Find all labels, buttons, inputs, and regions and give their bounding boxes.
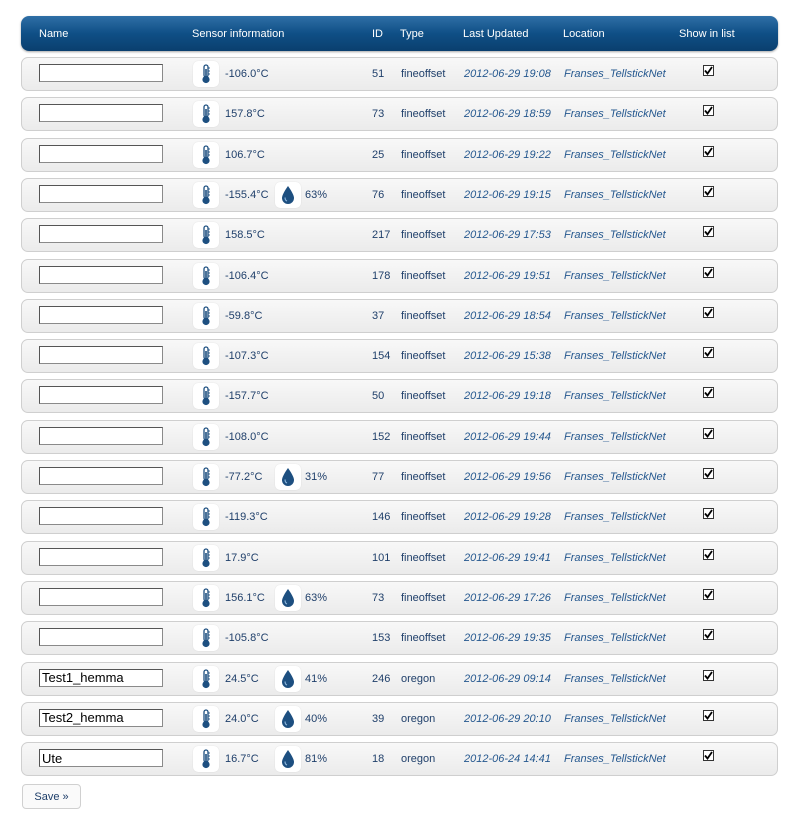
location-link[interactable]: Franses_TellstickNet	[564, 148, 666, 161]
sensor-id: 217	[372, 229, 391, 242]
location-link[interactable]: Franses_TellstickNet	[564, 471, 666, 483]
sensor-id: 73	[372, 591, 385, 604]
show-in-list-checkbox[interactable]	[703, 589, 714, 600]
thermometer-icon	[193, 182, 219, 208]
sensor-row	[21, 662, 778, 696]
temperature-value: 16.7°C	[225, 753, 259, 766]
sensor-type: fineoffset	[401, 551, 446, 564]
show-in-list-checkbox[interactable]	[703, 428, 714, 439]
sensor-type: fineoffset	[401, 632, 446, 645]
name-input[interactable]	[39, 346, 163, 364]
name-input[interactable]	[39, 427, 163, 445]
location-link[interactable]: Franses_TellstickNet	[564, 309, 666, 322]
temperature-value: -106.0°C	[225, 68, 269, 80]
sensor-id: 51	[372, 68, 385, 80]
header-location: Location	[563, 28, 605, 40]
last-updated: 2012-06-29 19:35	[464, 632, 551, 645]
sensor-row	[21, 541, 778, 575]
name-input[interactable]	[39, 225, 163, 243]
thermometer-icon	[193, 383, 219, 409]
last-updated: 2012-06-29 09:14	[464, 672, 551, 685]
show-in-list-checkbox[interactable]	[703, 226, 714, 237]
sensor-id: 50	[372, 390, 385, 403]
temperature-value: 17.9°C	[225, 551, 259, 564]
name-input[interactable]	[39, 386, 163, 404]
sensor-row	[21, 460, 778, 494]
water-drop-icon	[275, 585, 301, 611]
sensor-id: 76	[372, 188, 385, 201]
sensor-id: 77	[372, 471, 385, 483]
temperature-value: -106.4°C	[225, 269, 269, 282]
sensor-row	[21, 259, 778, 293]
last-updated: 2012-06-29 19:28	[464, 511, 551, 524]
header-sensor-information: Sensor information	[192, 28, 285, 40]
last-updated: 2012-06-29 17:26	[464, 591, 551, 604]
temperature-value: -107.3°C	[225, 350, 269, 363]
thermometer-icon	[193, 101, 219, 127]
sensor-row	[21, 339, 778, 373]
thermometer-icon	[193, 424, 219, 450]
last-updated: 2012-06-29 19:51	[464, 269, 551, 282]
humidity-value: 40%	[305, 712, 328, 725]
temperature-value: -119.3°C	[225, 511, 268, 524]
water-drop-icon	[275, 746, 301, 772]
last-updated: 2012-06-29 19:22	[464, 148, 551, 161]
sensor-id: 246	[372, 672, 391, 685]
show-in-list-checkbox[interactable]	[703, 750, 714, 761]
water-drop-icon	[275, 706, 301, 732]
humidity-value: 81%	[305, 753, 328, 766]
sensor-row	[21, 57, 778, 91]
temperature-value: 158.5°C	[225, 229, 265, 242]
name-input[interactable]	[39, 266, 163, 284]
sensor-type: fineoffset	[401, 188, 446, 201]
sensor-type: fineoffset	[401, 309, 446, 322]
last-updated: 2012-06-29 15:38	[464, 350, 551, 363]
name-input[interactable]	[39, 709, 163, 727]
table-header	[21, 16, 778, 51]
sensor-type: fineoffset	[401, 430, 446, 443]
show-in-list-checkbox[interactable]	[703, 307, 714, 318]
location-link[interactable]: Franses_TellstickNet	[564, 511, 666, 524]
temperature-value: 106.7°C	[225, 148, 265, 161]
sensor-row	[21, 218, 778, 252]
show-in-list-checkbox[interactable]	[703, 146, 714, 157]
location-link[interactable]: Franses_TellstickNet	[564, 430, 666, 443]
location-link[interactable]: Franses_TellstickNet	[564, 68, 666, 80]
show-in-list-checkbox[interactable]	[703, 468, 714, 479]
sensor-type: fineoffset	[401, 591, 446, 604]
last-updated: 2012-06-29 19:18	[464, 390, 551, 403]
last-updated: 2012-06-29 19:44	[464, 430, 551, 443]
sensor-id: 178	[372, 269, 391, 282]
sensor-type: oregon	[401, 712, 436, 725]
sensor-id: 39	[372, 712, 385, 725]
location-link[interactable]: Franses_TellstickNet	[564, 350, 666, 363]
sensor-row	[21, 420, 778, 454]
header-name: Name	[39, 28, 69, 40]
sensor-id: 73	[372, 108, 385, 121]
name-input[interactable]	[39, 669, 163, 687]
sensor-row	[21, 500, 778, 534]
show-in-list-checkbox[interactable]	[703, 549, 714, 560]
show-in-list-checkbox[interactable]	[703, 347, 714, 358]
last-updated: 2012-06-29 19:41	[464, 551, 551, 564]
temperature-value: -77.2°C	[225, 471, 263, 483]
thermometer-icon	[193, 545, 219, 571]
sensor-row	[21, 621, 778, 655]
temperature-value: -59.8°C	[225, 309, 263, 322]
temperature-value: -108.0°C	[225, 430, 269, 443]
last-updated: 2012-06-29 19:15	[464, 188, 551, 201]
humidity-value: 31%	[305, 471, 328, 483]
header-id: ID	[372, 28, 383, 40]
last-updated: 2012-06-29 19:08	[464, 68, 551, 80]
show-in-list-checkbox[interactable]	[703, 65, 714, 76]
sensor-row	[21, 702, 778, 736]
water-drop-icon	[275, 666, 301, 692]
thermometer-icon	[193, 464, 219, 490]
sensor-type: fineoffset	[401, 471, 446, 483]
sensor-type: oregon	[401, 672, 436, 685]
show-in-list-checkbox[interactable]	[703, 267, 714, 278]
location-link[interactable]: Franses_TellstickNet	[564, 712, 666, 725]
location-link[interactable]: Franses_TellstickNet	[564, 188, 666, 201]
sensor-type: fineoffset	[401, 148, 446, 161]
thermometer-icon	[193, 666, 219, 692]
header-last-updated: Last Updated	[463, 28, 529, 40]
show-in-list-checkbox[interactable]	[703, 105, 714, 116]
save-button[interactable]: Save »	[22, 784, 81, 809]
location-link[interactable]: Franses_TellstickNet	[564, 591, 666, 604]
humidity-value: 63%	[305, 188, 328, 201]
sensor-row	[21, 299, 778, 333]
name-input[interactable]	[39, 507, 163, 525]
sensor-row	[21, 379, 778, 413]
name-input[interactable]	[39, 145, 163, 163]
name-input[interactable]	[39, 104, 163, 122]
sensor-id: 153	[372, 632, 391, 645]
thermometer-icon	[193, 504, 219, 530]
thermometer-icon	[193, 343, 219, 369]
temperature-value: -105.8°C	[225, 632, 269, 645]
location-link[interactable]: Franses_TellstickNet	[564, 229, 666, 242]
sensor-id: 25	[372, 148, 385, 161]
show-in-list-checkbox[interactable]	[703, 629, 714, 640]
thermometer-icon	[193, 61, 219, 87]
thermometer-icon	[193, 222, 219, 248]
location-link[interactable]: Franses_TellstickNet	[564, 672, 666, 685]
thermometer-icon	[193, 263, 219, 289]
sensor-type: fineoffset	[401, 350, 446, 363]
location-link[interactable]: Franses_TellstickNet	[564, 753, 666, 766]
show-in-list-checkbox[interactable]	[703, 710, 714, 721]
sensor-id: 101	[372, 551, 391, 564]
thermometer-icon	[193, 746, 219, 772]
name-input[interactable]	[39, 749, 163, 767]
sensor-type: fineoffset	[401, 269, 446, 282]
header-type: Type	[400, 28, 424, 40]
thermometer-icon	[193, 142, 219, 168]
sensor-id: 152	[372, 430, 391, 443]
water-drop-icon	[275, 464, 301, 490]
humidity-value: 63%	[305, 591, 328, 604]
header-show-in-list: Show in list	[679, 28, 735, 40]
sensor-id: 37	[372, 309, 385, 322]
sensor-row	[21, 97, 778, 131]
thermometer-icon	[193, 706, 219, 732]
sensor-type: fineoffset	[401, 229, 446, 242]
water-drop-icon	[275, 182, 301, 208]
sensor-id: 18	[372, 753, 385, 766]
sensor-row	[21, 138, 778, 172]
location-link[interactable]: Franses_TellstickNet	[564, 269, 666, 282]
sensor-row	[21, 178, 778, 212]
humidity-value: 41%	[305, 672, 328, 685]
name-input[interactable]	[39, 467, 163, 485]
show-in-list-checkbox[interactable]	[703, 186, 714, 197]
last-updated: 2012-06-29 19:56	[464, 471, 551, 483]
location-link[interactable]: Franses_TellstickNet	[564, 632, 666, 645]
thermometer-icon	[193, 585, 219, 611]
name-input[interactable]	[39, 64, 163, 82]
sensor-id: 146	[372, 511, 391, 524]
name-input[interactable]	[39, 588, 163, 606]
last-updated: 2012-06-29 20:10	[464, 712, 551, 725]
last-updated: 2012-06-24 14:41	[464, 753, 551, 766]
sensor-type: fineoffset	[401, 390, 446, 403]
temperature-value: 24.5°C	[225, 672, 259, 685]
sensor-type: oregon	[401, 753, 436, 766]
sensor-row	[21, 742, 778, 776]
temperature-value: -157.7°C	[225, 390, 269, 403]
last-updated: 2012-06-29 17:53	[464, 229, 551, 242]
show-in-list-checkbox[interactable]	[703, 670, 714, 681]
name-input[interactable]	[39, 185, 163, 203]
name-input[interactable]	[39, 628, 163, 646]
last-updated: 2012-06-29 18:59	[464, 108, 551, 121]
thermometer-icon	[193, 303, 219, 329]
location-link[interactable]: Franses_TellstickNet	[564, 108, 666, 121]
temperature-value: 24.0°C	[225, 712, 259, 725]
show-in-list-checkbox[interactable]	[703, 387, 714, 398]
show-in-list-checkbox[interactable]	[703, 508, 714, 519]
last-updated: 2012-06-29 18:54	[464, 309, 551, 322]
name-input[interactable]	[39, 548, 163, 566]
thermometer-icon	[193, 625, 219, 651]
temperature-value: 156.1°C	[225, 591, 265, 604]
sensor-type: fineoffset	[401, 108, 446, 121]
location-link[interactable]: Franses_TellstickNet	[564, 390, 666, 403]
temperature-value: 157.8°C	[225, 108, 265, 121]
sensor-type: fineoffset	[401, 68, 446, 80]
sensor-type: fineoffset	[401, 511, 446, 524]
name-input[interactable]	[39, 306, 163, 324]
sensor-id: 154	[372, 350, 391, 363]
sensor-row	[21, 581, 778, 615]
location-link[interactable]: Franses_TellstickNet	[564, 551, 666, 564]
temperature-value: -155.4°C	[225, 188, 269, 201]
